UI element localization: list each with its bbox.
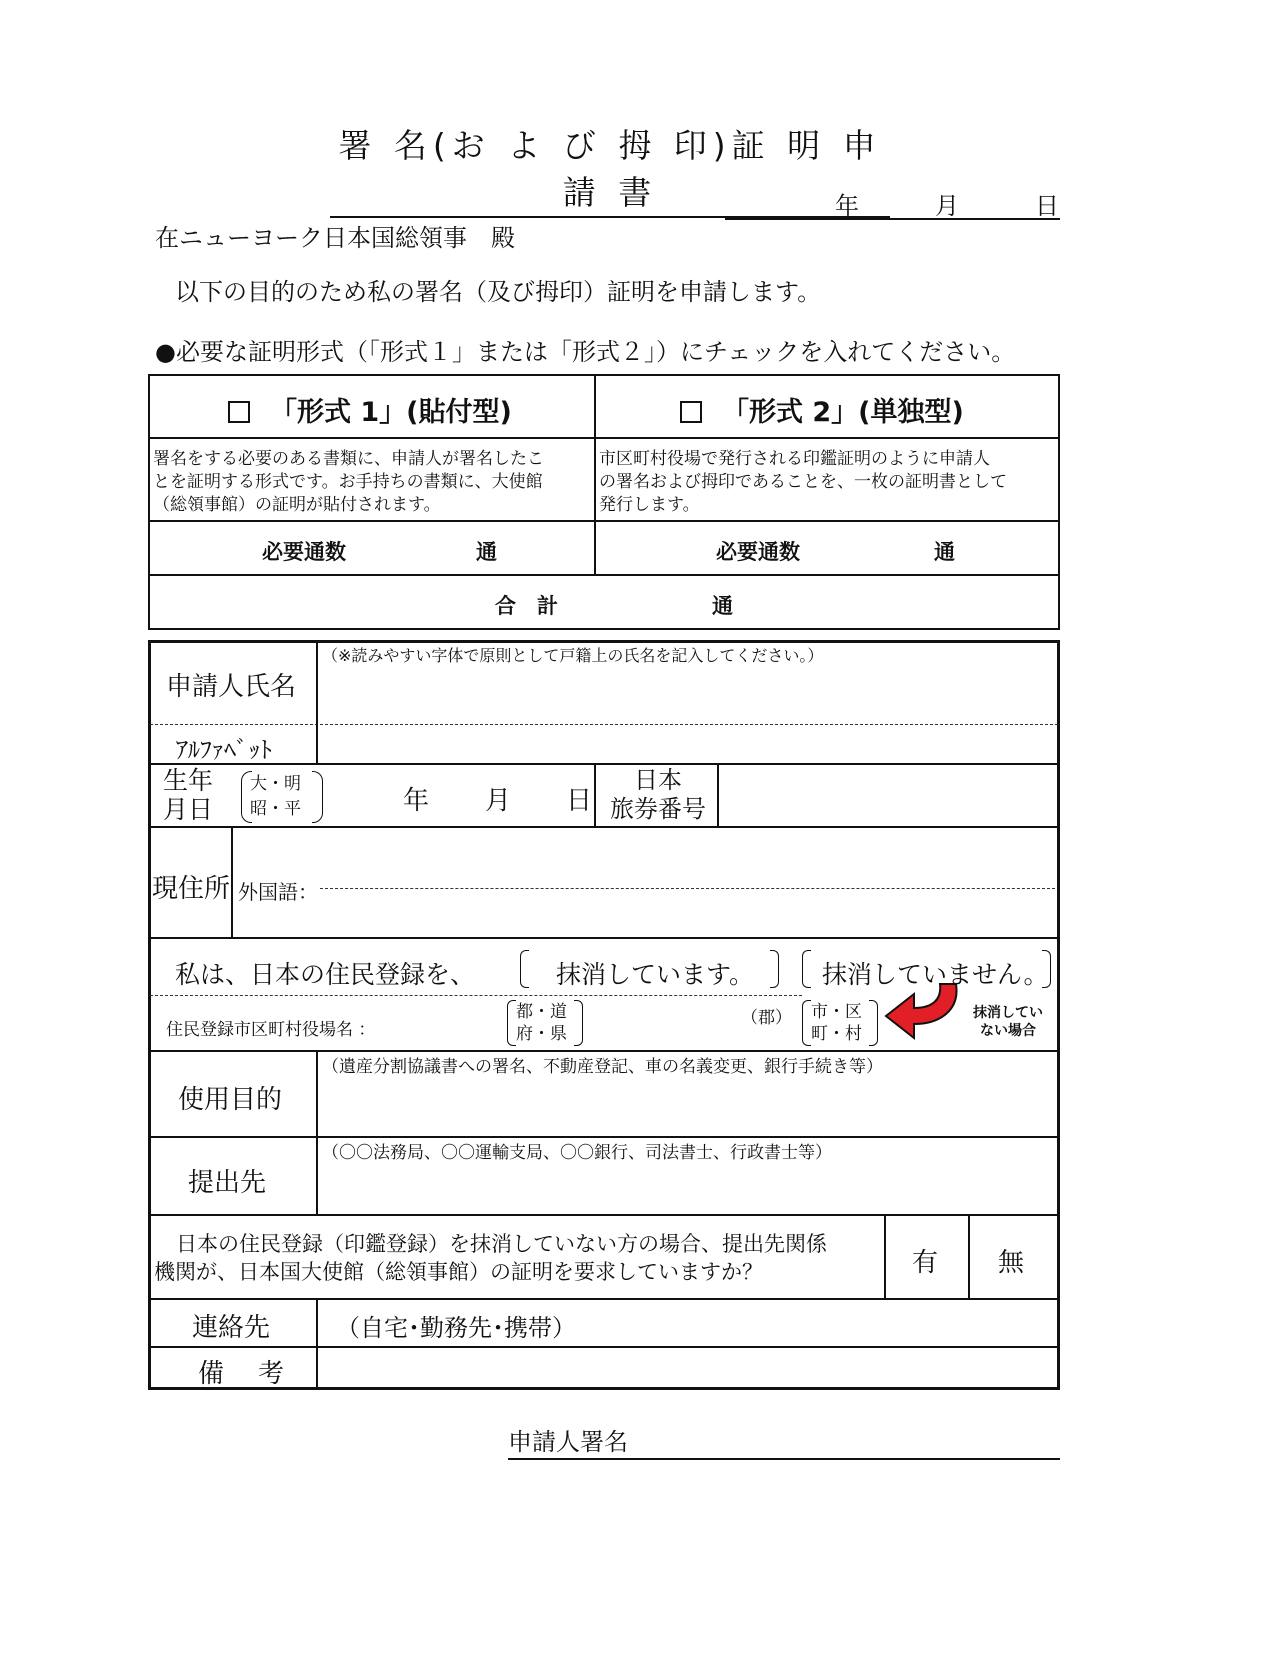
format1-checkbox[interactable] <box>228 401 250 423</box>
date-year-label: 年 <box>835 192 859 220</box>
intro-text: 以下の目的のため私の署名（及び拇印）証明を申請します。 <box>175 278 822 306</box>
answer-no[interactable]: 無 <box>998 1248 1025 1278</box>
prefecture-selector[interactable]: 都・道 府・県 <box>516 1002 567 1044</box>
format1-option[interactable] <box>228 390 512 429</box>
total-label: 合 計 <box>495 594 558 618</box>
submit-to-input[interactable] <box>320 1162 1055 1212</box>
birth-day-label: 日 <box>566 786 593 816</box>
foreign-language-label: 外国語： <box>238 880 318 904</box>
instruction-text: ●必要な証明形式（「形式１」または「形式２」）にチェックを入れてください。 <box>155 338 1016 366</box>
total-unit[interactable]: 通 <box>712 594 733 618</box>
option-not-removed[interactable]: 抹消していません。 <box>822 960 1049 989</box>
birth-year-label: 年 <box>403 786 430 816</box>
format2-copies-unit[interactable]: 通 <box>934 540 955 564</box>
birth-month-label: 月 <box>485 786 512 816</box>
submit-to-note: （〇〇法務局、〇〇運輸支局、〇〇銀行、司法書士、行政書士等） <box>322 1143 832 1163</box>
remarks-input[interactable] <box>320 1349 1055 1387</box>
city-selector[interactable]: 市・区 町・村 <box>811 1002 862 1044</box>
signature-line[interactable] <box>508 1422 1060 1460</box>
page-title: 署 名(お よ び 拇 印)証 明 申 請 書 <box>330 120 890 218</box>
applicant-name-label: 申請人氏名 <box>166 672 297 702</box>
signature-label: 申請人署名 <box>508 1428 628 1456</box>
passport-number-label: 日本 旅券番号 <box>610 766 706 823</box>
contact-label: 連絡先 <box>192 1313 271 1343</box>
purpose-input[interactable] <box>320 1076 1055 1134</box>
format2-description: 市区町村役場で発行される印鑑証明のように申請人 の署名および拇印であることを、一枚の証明書として 発行します。 <box>599 449 1007 515</box>
gun-label: （郡） <box>741 1008 792 1028</box>
submit-to-label: 提出先 <box>188 1168 267 1198</box>
contact-note: （自宅･勤務先･携帯） <box>336 1314 576 1342</box>
date-day-label: 日 <box>1035 192 1059 220</box>
red-arrow-icon <box>880 980 964 1050</box>
format2-checkbox[interactable] <box>680 401 702 423</box>
format1-copies-label: 必要通数 <box>262 540 346 564</box>
date-month-label: 月 <box>935 192 959 220</box>
contact-input[interactable] <box>560 1302 1055 1342</box>
remarks-label: 備 考 <box>198 1359 289 1389</box>
purpose-note: （遺産分割協議書への署名、不動産登記、車の名義変更、銀行手続き等） <box>322 1057 883 1077</box>
address-japanese-input[interactable] <box>236 832 1056 872</box>
option-removed[interactable]: 抹消しています。 <box>556 960 755 989</box>
format2-title: 「形式 2」(単独型) <box>722 397 964 428</box>
registration-statement: 私は、日本の住民登録を、 <box>175 960 476 989</box>
era-selector[interactable]: 大・明 昭・平 <box>250 774 301 819</box>
applicant-name-input[interactable] <box>320 666 1055 721</box>
format2-option[interactable] <box>680 390 964 429</box>
foreign-address-input[interactable] <box>320 888 1055 889</box>
format1-description: 署名をする必要のある書類に、申請人が署名したこ とを証明する形式です。お手持ちの書類に、大使館 （総領事館）の証明が貼付されます。 <box>153 449 544 515</box>
addressee: 在ニューヨーク日本国総領事 殿 <box>155 224 515 252</box>
answer-yes[interactable]: 有 <box>912 1248 939 1278</box>
format2-copies-label: 必要通数 <box>716 540 800 564</box>
date-field[interactable] <box>725 186 1060 220</box>
purpose-label: 使用目的 <box>178 1085 283 1115</box>
alphabet-label: ｱﾙﾌｧﾍﾞｯﾄ <box>176 736 272 764</box>
applicant-name-note: （※読みやすい字体で原則として戸籍上の氏名を記入してください。） <box>322 646 824 665</box>
format1-copies-unit[interactable]: 通 <box>476 540 497 564</box>
arrow-note: 抹消してい ない場合 <box>973 1005 1043 1039</box>
alphabet-name-input[interactable] <box>320 727 1055 761</box>
registration-office-label: 住民登録市区町村役場名 ： <box>166 1020 376 1040</box>
address-label: 現住所 <box>152 874 231 904</box>
certification-question: 日本の住民登録（印鑑登録）を抹消していない方の場合、提出先関係 機関が、日本国大使館（総領事館）の証明を要求していますか？ <box>154 1232 827 1284</box>
birth-date-label: 生年 月日 <box>163 766 214 824</box>
registration-office-input[interactable] <box>410 1002 500 1046</box>
passport-number-input[interactable] <box>721 766 1055 823</box>
format1-title: 「形式 1」(貼付型) <box>270 397 512 428</box>
